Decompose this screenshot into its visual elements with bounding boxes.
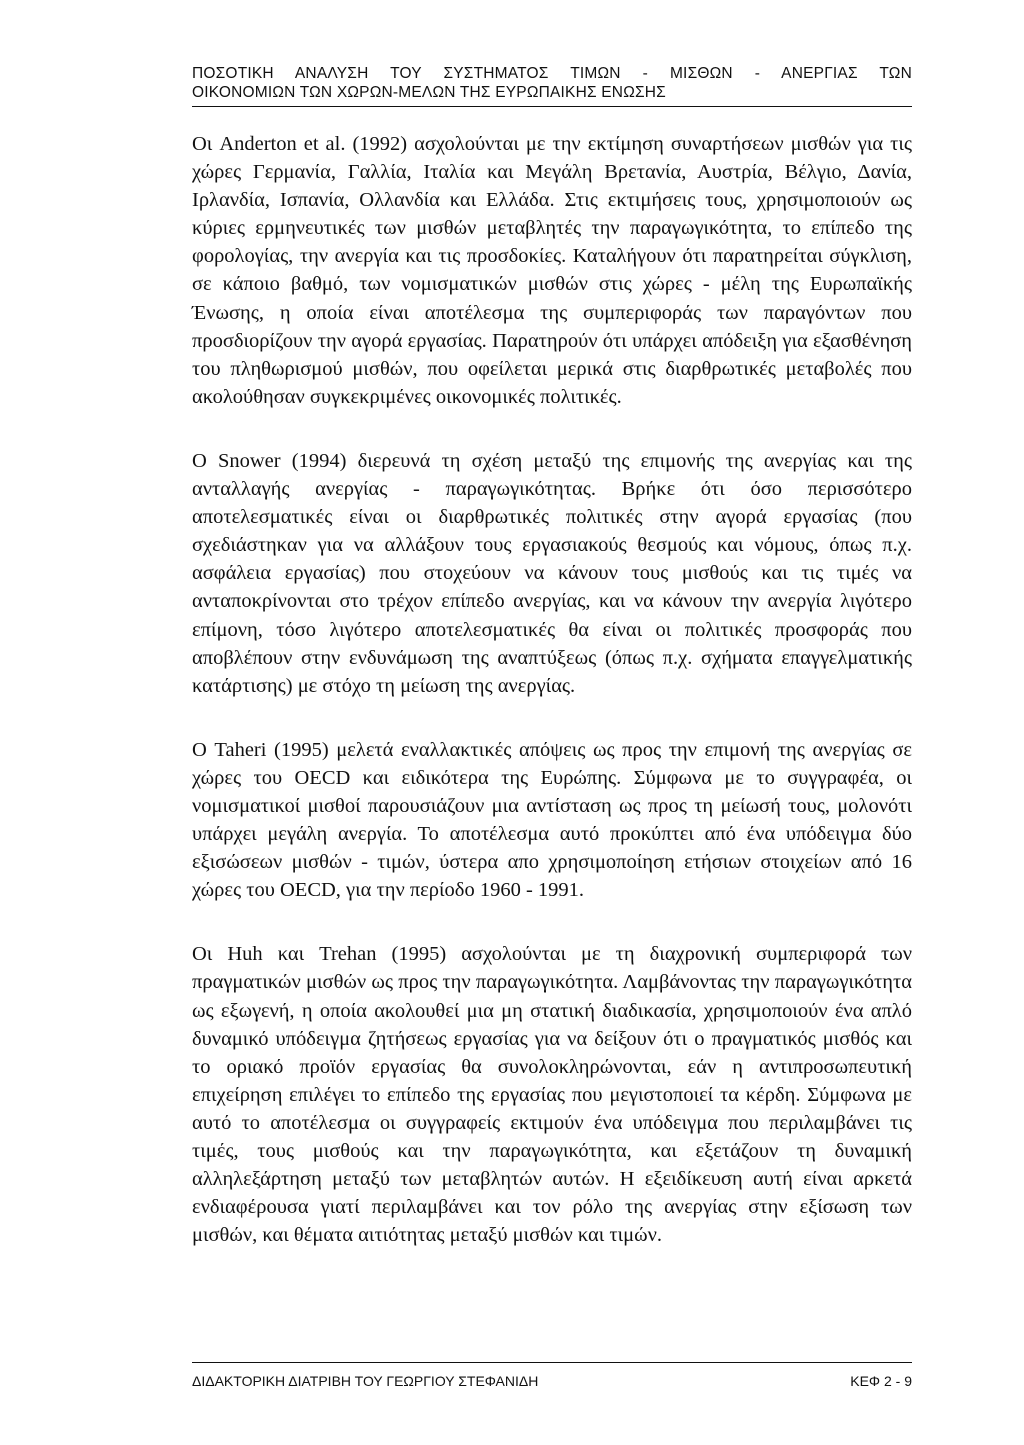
running-header	[192, 64, 912, 102]
page-number: ΚΕΦ 2 - 9	[850, 1373, 912, 1389]
header-divider	[192, 106, 912, 107]
running-footer	[192, 1372, 912, 1390]
paragraph-taheri: Ο Taheri (1995) μελετά εναλλακτικές απόψεις ως προς την επιμονή της ανεργίας σε χώρες του OECD και ειδικότερα της Ευρώπης. Σύμφωνα με το συγγραφέα, οι νομισματικοί μισθοί παρουσιάζουν μια αντίσταση ως προς τη μείωσή τους, μολονότι υπάρχει μεγάλη ανεργία. Το αποτέλεσμα αυτό προκύπτει από ένα υπόδειγμα δύο εξισώσεων μισθών - τιμών, ύστερα απο χρησιμοποίηση ετήσιων στοιχείων από 16 χώρες του OECD, για την περίοδο 1960 - 1991.	[192, 738, 912, 902]
page-body	[192, 130, 912, 1285]
footer-divider	[192, 1362, 912, 1363]
paragraph-anderton: Οι Anderton et al. (1992) ασχολούνται με την εκτίμηση συναρτήσεων μισθών για τις χώρες Γερμανία, Γαλλία, Ιταλία και Μεγάλη Βρετανία, Αυστρία, Βέλγιο, Δανία, Ιρλανδία, Ισπανία, Ολλανδία και Ελλάδα. Στις εκτιμήσεις τους, χρησιμοποιούν ως κύριες ερμηνευτικές των μισθών μεταβλητές την παραγωγικότητα, το επίπεδο της φορολογίας, την ανεργία και τις προσδοκίες. Καταλήγουν ότι παρατηρείται σύγκλιση, σε κάποιο βαθμό, των νομισματικών μισθών στις χώρες - μέλη της Ευρωπαϊκής Ένωσης, η οποία είναι αποτέλεσμα της συμπεριφοράς των παραγόντων που προσδιορίζουν την αγορά εργασίας. Παρατηρούν ότι υπάρχει απόδειξη για εξασθένηση του πληθωρισμού μισθών, που οφείλεται μερικά στις διαρθρωτικές μεταβολές που ακολούθησαν συγκεκριμένες οικονομικές πολιτικές.	[192, 133, 912, 408]
paragraph-huh-trehan: Οι Huh και Trehan (1995) ασχολούνται με τη διαχρονική συμπεριφορά των πραγματικών μισθών ως προς την παραγωγικότητα. Λαμβάνοντας την παραγωγικότητα ως εξωγενή, η οποία ακολουθεί μια μη στατική διαδικασία, χρησιμοποιούν ένα απλό δυναμικό υπόδειγμα ζητήσεως εργασίας για να δείξουν ότι ο πραγματικός μισθός και το οριακό προϊόν εργασίας θα συνολοκληρώνονται, εάν η αντιπροσωπευτική επιχείρηση επιλέγει το επίπεδο της εργασίας που μεγιστοποιεί τα κέρδη. Σύμφωνα με αυτό το αποτέλεσμα οι συγγραφείς εκτιμούν ένα υπόδειγμα που περιλαμβάνει τις τιμές, τους μισθούς και την παραγωγικότητα, και εξετάζουν τη δυναμική αλληλεξάρτηση μεταξύ των μεταβλητών αυτών. Η εξειδίκευση αυτή είναι αρκετά ενδιαφέρουσα γιατί περιλαμβάνει και τον ρόλο της ανεργίας στην εξίσωση των μισθών, και θέματα αιτιότητας μεταξύ μισθών και τιμών.	[192, 943, 912, 1247]
paragraph-snower: Ο Snower (1994) διερευνά τη σχέση μεταξύ της επιμονής της ανεργίας και της ανταλλαγής ανεργίας - παραγωγικότητας. Βρήκε ότι όσο περισσότερο αποτελεσματικές είναι οι διαρθρωτικές πολιτικές στην αγορά εργασίας (που σχεδιάστηκαν για να αλλάξουν τους εργασιακούς θεσμούς και νόμους, όπως π.χ. ασφάλεια εργασίας) που στοχεύουν να κάνουν τους μισθούς και τις τιμές να ανταποκρίνονται στο τρέχον επίπεδο ανεργίας, και να κάνουν την ανεργία λιγότερο επίμονη, τόσο λιγότερο αποτελεσματικές θα είναι οι πολιτικές προσφοράς που αποβλέπουν στην ενδυνάμωση της αναπτύξεως (όπως π.χ. σχήματα επαγγελματικής κατάρτισης) με στόχο τη μείωση της ανεργίας.	[192, 449, 912, 697]
footer-thesis-title: ΔΙΔΑΚΤΟΡΙΚΗ ΔΙΑΤΡΙΒΗ ΤΟΥ ΓΕΩΡΓΙΟΥ ΣΤΕΦΑΝΙΔΗ	[192, 1373, 539, 1389]
header-title-line-1: ΠΟΣΟΤΙΚΗ ΑΝΑΛΥΣΗ ΤΟΥ ΣΥΣΤΗΜΑΤΟΣ ΤΙΜΩΝ - ΜΙΣΘΩΝ - ΑΝΕΡΓΙΑΣ ΤΩΝ	[192, 65, 912, 82]
header-title-line-2: ΟΙΚΟΝΟΜΙΩΝ ΤΩΝ ΧΩΡΩΝ-ΜΕΛΩΝ ΤΗΣ ΕΥΡΩΠΑΙΚΗΣ ΕΝΩΣΗΣ	[192, 84, 666, 101]
